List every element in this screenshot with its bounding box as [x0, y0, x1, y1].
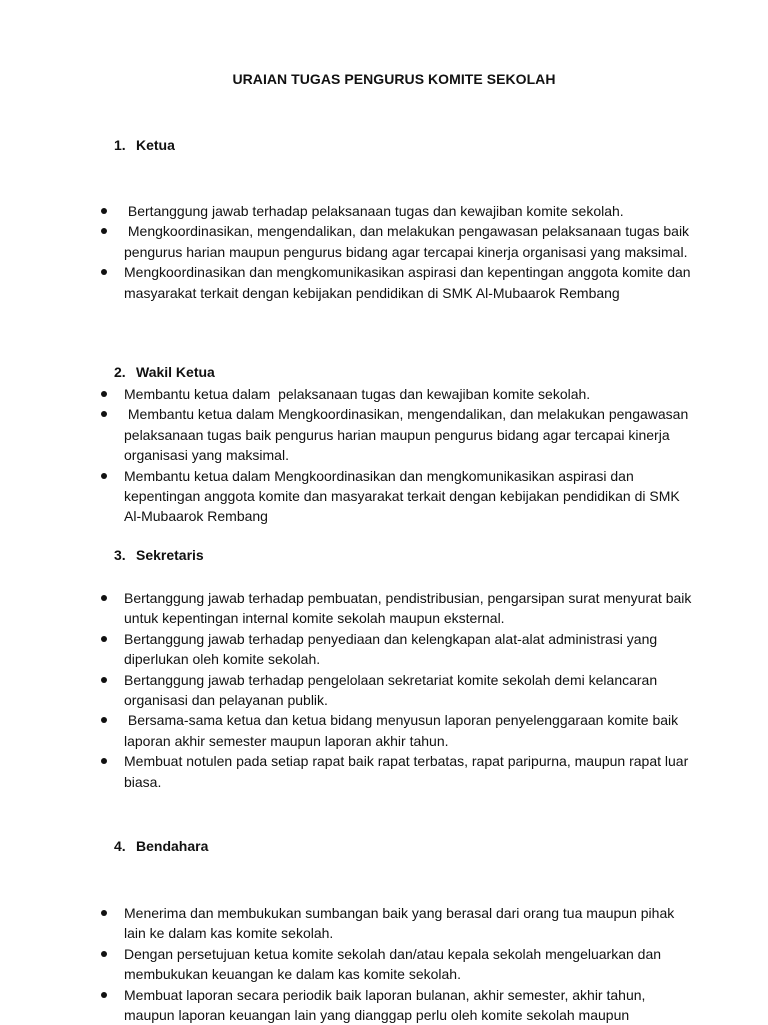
section-list-bendahara [0, 903, 768, 1025]
list-item: Bertanggung jawab terhadap pembuatan, pendistribusian, pengarsipan surat menyurat baik untuk kepentingan internal komite sekolah maupun eksternal. [0, 588, 768, 629]
bullet-icon [101, 951, 107, 957]
bullet-icon [101, 992, 107, 998]
section-heading-ketua [114, 137, 175, 153]
bullet-icon [101, 595, 107, 601]
bullet-icon [101, 411, 107, 417]
list-item: Dengan persetujuan ketua komite sekolah dan/atau kepala sekolah mengeluarkan dan membukukan keuangan ke dalam kas komite sekolah. [0, 944, 768, 985]
bullet-icon [101, 758, 107, 764]
bullet-icon [101, 228, 107, 234]
section-list-wakil-ketua [0, 384, 768, 527]
section-heading-bendahara [114, 838, 208, 854]
list-item: Bertanggung jawab terhadap penyediaan dan kelengkapan alat-alat administrasi yang diperlukan oleh komite sekolah. [0, 629, 768, 670]
list-item: Bersama-sama ketua dan ketua bidang menyusun laporan penyelenggaraan komite baik laporan akhir semester maupun laporan akhir tahun. [0, 710, 768, 751]
list-item: Membantu ketua dalam pelaksanaan tugas dan kewajiban komite sekolah. [0, 384, 768, 404]
section-heading-sekretaris [114, 547, 204, 563]
section-list-ketua [0, 201, 768, 303]
section-title: Bendahara [136, 838, 209, 854]
bullet-icon [101, 208, 107, 214]
bullet-icon [101, 473, 107, 479]
section-number: 2. [114, 364, 126, 380]
section-number: 3. [114, 547, 126, 563]
list-item: Membantu ketua dalam Mengkoordinasikan, mengendalikan, dan melakukan pengawasan pelaksanaan tugas baik pengurus harian maupun pengurus bidang agar tercapai kinerja organisasi yang maksimal. [0, 404, 768, 465]
section-heading-wakil-ketua [114, 364, 215, 380]
section-number: 1. [114, 137, 126, 153]
bullet-icon [101, 677, 107, 683]
section-title: Wakil Ketua [136, 364, 215, 380]
list-item: Membuat laporan secara periodik baik laporan bulanan, akhir semester, akhir tahun, maupun laporan keuangan lain yang dianggap perlu oleh komite sekolah maupun [0, 985, 768, 1025]
bullet-icon [101, 636, 107, 642]
list-item: Membuat notulen pada setiap rapat baik rapat terbatas, rapat paripurna, maupun rapat luar biasa. [0, 751, 768, 792]
section-number: 4. [114, 838, 126, 854]
list-item: Menerima dan membukukan sumbangan baik yang berasal dari orang tua maupun pihak lain ke dalam kas komite sekolah. [0, 903, 768, 944]
section-list-sekretaris [0, 588, 768, 792]
list-item: Membantu ketua dalam Mengkoordinasikan dan mengkomunikasikan aspirasi dan kepentingan anggota komite dan masyarakat terkait dengan kebijakan pendidikan di SMK Al-Mubaarok Rembang [0, 466, 768, 527]
bullet-icon [101, 391, 107, 397]
document-title: URAIAN TUGAS PENGURUS KOMITE SEKOLAH [232, 71, 556, 87]
bullet-icon [101, 717, 107, 723]
list-item: Mengkoordinasikan, mengendalikan, dan melakukan pengawasan pelaksanaan tugas baik pengurus harian maupun pengurus bidang agar tercapai kinerja organisasi yang maksimal. [0, 221, 768, 262]
bullet-icon [101, 269, 107, 275]
bullet-icon [101, 910, 107, 916]
section-title: Sekretaris [136, 547, 204, 563]
list-item: Bertanggung jawab terhadap pengelolaan sekretariat komite sekolah demi kelancaran organisasi dan pelayanan publik. [0, 670, 768, 711]
list-item: Mengkoordinasikan dan mengkomunikasikan aspirasi dan kepentingan anggota komite dan masyarakat terkait dengan kebijakan pendidikan di SMK Al-Mubaarok Rembang [0, 262, 768, 303]
section-title: Ketua [136, 137, 175, 153]
list-item: Bertanggung jawab terhadap pelaksanaan tugas dan kewajiban komite sekolah. [0, 201, 768, 221]
